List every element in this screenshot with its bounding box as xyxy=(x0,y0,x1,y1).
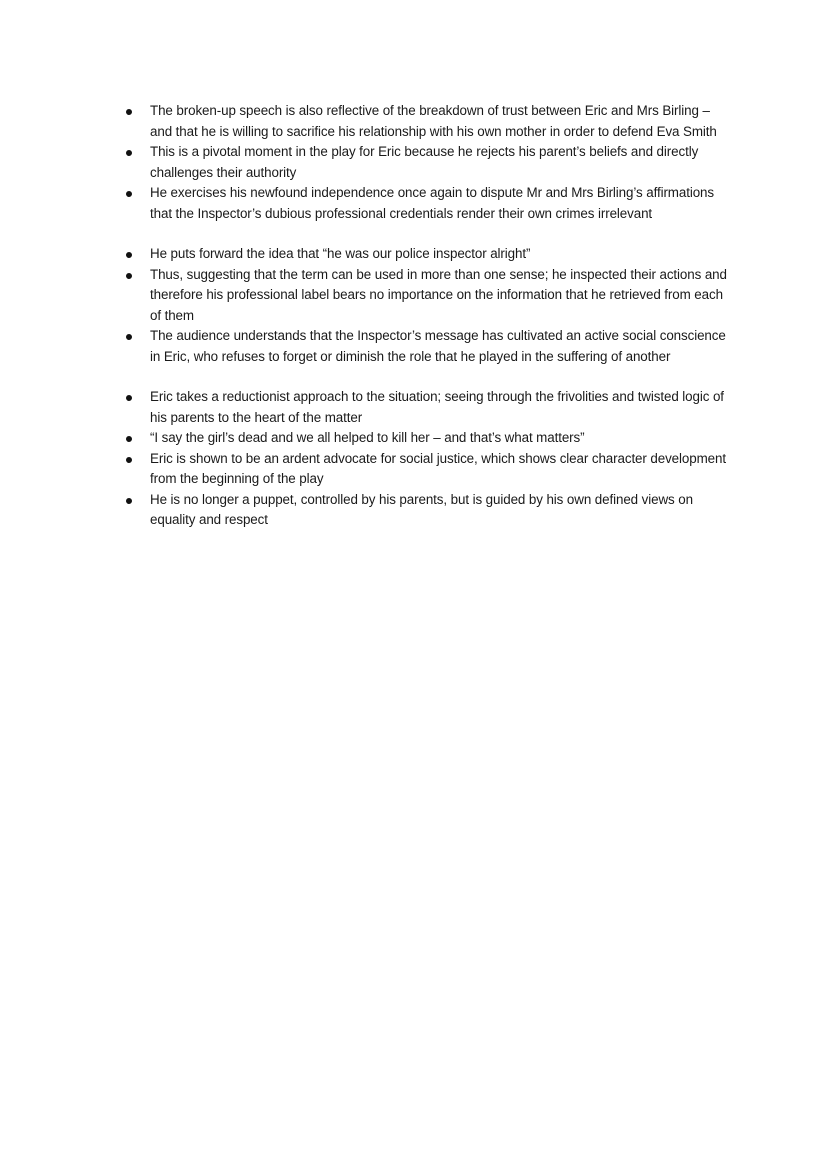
bullet-notes xyxy=(122,101,732,531)
bullet-item: He exercises his newfound independence once again to dispute Mr and Mrs Birling’s affirmations that the Inspector’s dubious professional credentials render their own crimes irrelevant xyxy=(122,183,732,224)
bullet-item: He puts forward the idea that “he was our police inspector alright” xyxy=(122,244,732,265)
bullet-item: This is a pivotal moment in the play for Eric because he rejects his parent’s beliefs and directly challenges their authority xyxy=(122,142,732,183)
bullet-item: The audience understands that the Inspector’s message has cultivated an active social conscience in Eric, who refuses to forget or diminish the role that he played in the suffering of another xyxy=(122,326,732,367)
bullet-item: The broken-up speech is also reflective of the breakdown of trust between Eric and Mrs Birling – and that he is willing to sacrifice his relationship with his own mother in order to defend Eva Smith xyxy=(122,101,732,142)
bullet-item: Eric takes a reductionist approach to the situation; seeing through the frivolities and twisted logic of his parents to the heart of the matter xyxy=(122,387,732,428)
bullet-group-1 xyxy=(122,101,732,224)
bullet-group-3 xyxy=(122,387,732,531)
bullet-item: He is no longer a puppet, controlled by his parents, but is guided by his own defined views on equality and respect xyxy=(122,490,732,531)
bullet-item: Thus, suggesting that the term can be used in more than one sense; he inspected their actions and therefore his professional label bears no importance on the information that he retrieved from each of them xyxy=(122,265,732,327)
bullet-group-2 xyxy=(122,244,732,367)
bullet-item: Eric is shown to be an ardent advocate for social justice, which shows clear character development from the beginning of the play xyxy=(122,449,732,490)
bullet-item: “I say the girl’s dead and we all helped to kill her – and that’s what matters” xyxy=(122,428,732,449)
